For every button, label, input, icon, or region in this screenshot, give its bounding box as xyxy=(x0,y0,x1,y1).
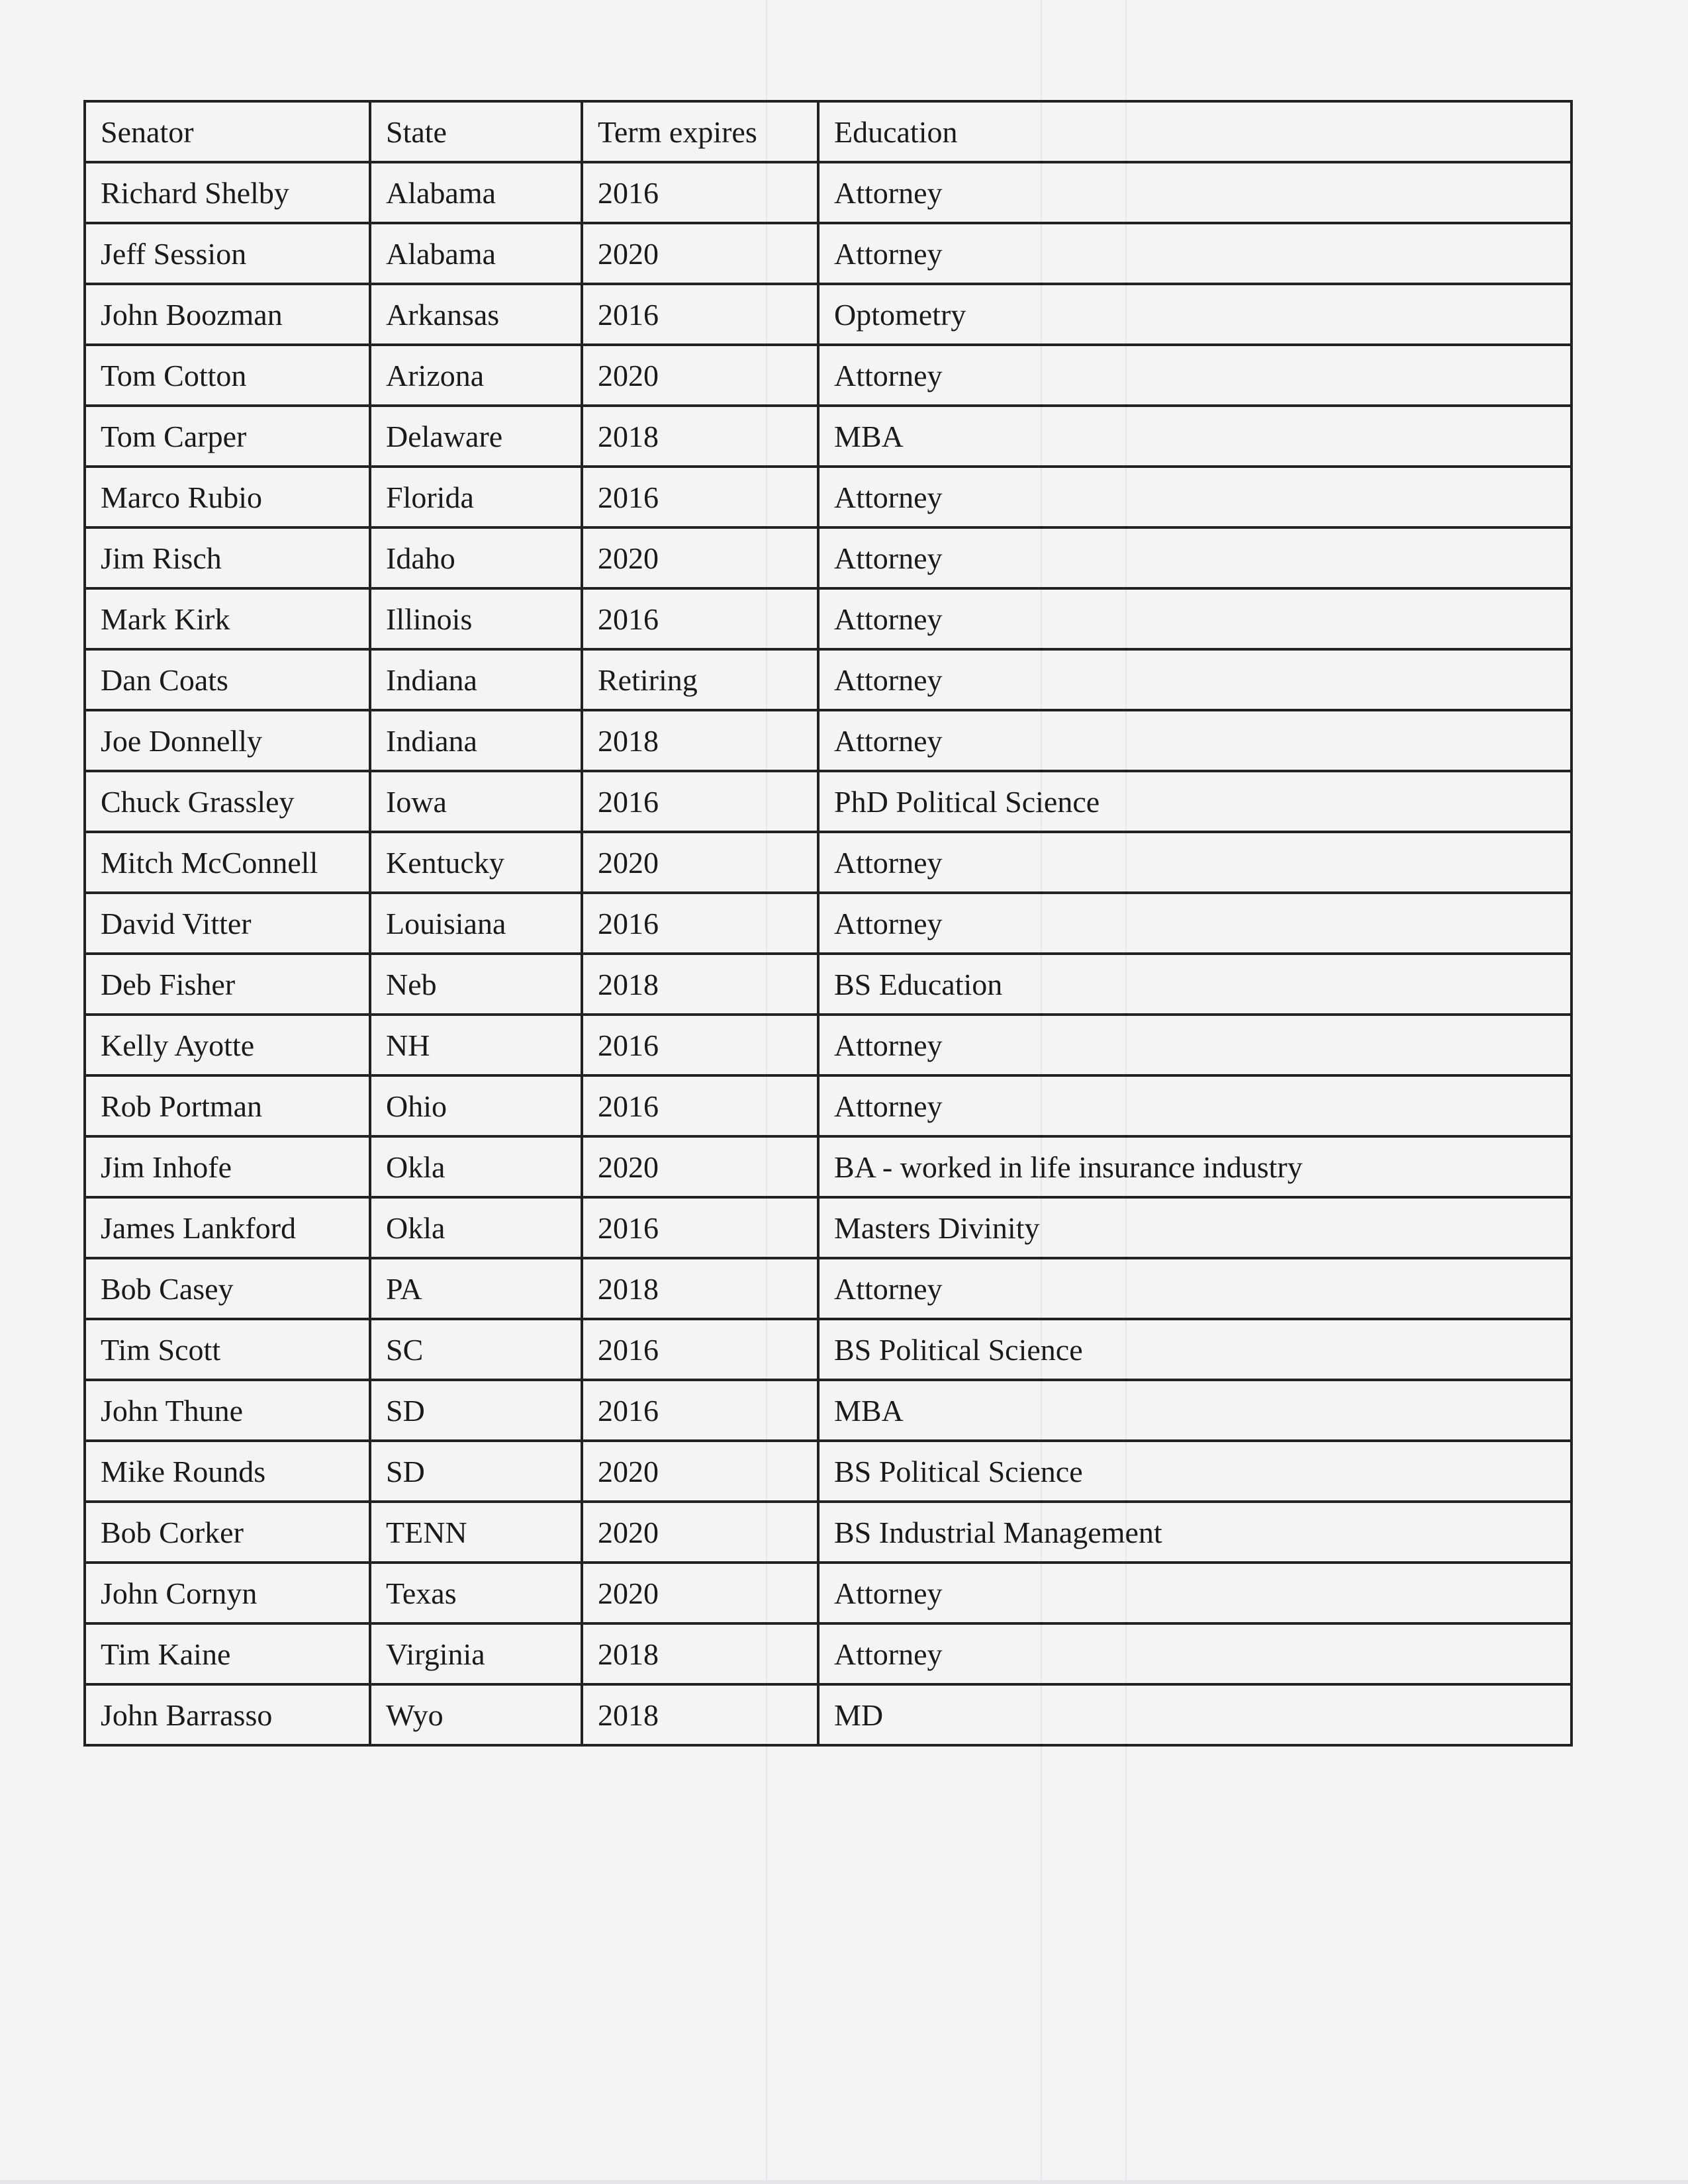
senator-cell: Deb Fisher xyxy=(85,954,370,1015)
term-expires-cell: 2016 xyxy=(582,588,818,649)
state-cell: Indiana xyxy=(370,710,582,771)
table-row xyxy=(85,1258,1571,1319)
table-row xyxy=(85,1136,1571,1197)
education-cell: Attorney xyxy=(818,1563,1571,1623)
education-cell: BS Political Science xyxy=(818,1441,1571,1502)
education-cell: Attorney xyxy=(818,710,1571,771)
term-expires-cell: 2020 xyxy=(582,1441,818,1502)
senator-cell: Tom Carper xyxy=(85,406,370,467)
term-expires-cell: 2016 xyxy=(582,284,818,345)
table-row xyxy=(85,1684,1571,1745)
state-cell: SD xyxy=(370,1380,582,1441)
senator-cell: Bob Casey xyxy=(85,1258,370,1319)
table-row xyxy=(85,1502,1571,1563)
senator-cell: Mark Kirk xyxy=(85,588,370,649)
term-expires-cell: 2016 xyxy=(582,467,818,527)
state-cell: PA xyxy=(370,1258,582,1319)
header-senator: Senator xyxy=(85,101,370,162)
education-cell: Attorney xyxy=(818,649,1571,710)
table-row xyxy=(85,1441,1571,1502)
state-cell: Texas xyxy=(370,1563,582,1623)
state-cell: Illinois xyxy=(370,588,582,649)
table-row xyxy=(85,1319,1571,1380)
education-cell: BS Education xyxy=(818,954,1571,1015)
state-cell: TENN xyxy=(370,1502,582,1563)
term-expires-cell: 2016 xyxy=(582,1015,818,1075)
table-row xyxy=(85,527,1571,588)
education-cell: Attorney xyxy=(818,223,1571,284)
senator-cell: Tom Cotton xyxy=(85,345,370,406)
table-row xyxy=(85,284,1571,345)
table-header xyxy=(85,101,1571,162)
term-expires-cell: 2020 xyxy=(582,527,818,588)
table-row xyxy=(85,223,1571,284)
state-cell: Delaware xyxy=(370,406,582,467)
state-cell: Okla xyxy=(370,1136,582,1197)
senator-cell: Dan Coats xyxy=(85,649,370,710)
table-row xyxy=(85,1197,1571,1258)
senator-cell: Joe Donnelly xyxy=(85,710,370,771)
header-education: Education xyxy=(818,101,1571,162)
senator-cell: Tim Kaine xyxy=(85,1623,370,1684)
table-row xyxy=(85,1075,1571,1136)
term-expires-cell: 2020 xyxy=(582,1563,818,1623)
table-row xyxy=(85,1015,1571,1075)
term-expires-cell: 2018 xyxy=(582,406,818,467)
senator-cell: Rob Portman xyxy=(85,1075,370,1136)
senator-cell: Richard Shelby xyxy=(85,162,370,223)
state-cell: Arkansas xyxy=(370,284,582,345)
state-cell: SC xyxy=(370,1319,582,1380)
senator-cell: John Barrasso xyxy=(85,1684,370,1745)
education-cell: BS Industrial Management xyxy=(818,1502,1571,1563)
senator-cell: John Thune xyxy=(85,1380,370,1441)
education-cell: MBA xyxy=(818,1380,1571,1441)
term-expires-cell: 2018 xyxy=(582,1623,818,1684)
education-cell: MBA xyxy=(818,406,1571,467)
senator-cell: Tim Scott xyxy=(85,1319,370,1380)
table-row xyxy=(85,162,1571,223)
education-cell: Attorney xyxy=(818,162,1571,223)
table-row xyxy=(85,1623,1571,1684)
education-cell: Attorney xyxy=(818,1258,1571,1319)
education-cell: Attorney xyxy=(818,832,1571,893)
education-cell: Attorney xyxy=(818,467,1571,527)
senator-cell: Kelly Ayotte xyxy=(85,1015,370,1075)
table-body xyxy=(85,162,1571,1745)
senator-cell: Jim Risch xyxy=(85,527,370,588)
page-bottom-edge xyxy=(0,2180,1688,2184)
education-cell: Attorney xyxy=(818,1015,1571,1075)
senator-cell: Mike Rounds xyxy=(85,1441,370,1502)
term-expires-cell: 2020 xyxy=(582,345,818,406)
term-expires-cell: 2016 xyxy=(582,162,818,223)
state-cell: Alabama xyxy=(370,223,582,284)
state-cell: Arizona xyxy=(370,345,582,406)
senator-cell: Bob Corker xyxy=(85,1502,370,1563)
state-cell: SD xyxy=(370,1441,582,1502)
state-cell: Kentucky xyxy=(370,832,582,893)
term-expires-cell: 2018 xyxy=(582,1684,818,1745)
senator-cell: James Lankford xyxy=(85,1197,370,1258)
term-expires-cell: Retiring xyxy=(582,649,818,710)
header-row xyxy=(85,101,1571,162)
education-cell: Attorney xyxy=(818,527,1571,588)
table-row xyxy=(85,406,1571,467)
senator-cell: David Vitter xyxy=(85,893,370,954)
table-row xyxy=(85,771,1571,832)
term-expires-cell: 2018 xyxy=(582,1258,818,1319)
table-row xyxy=(85,649,1571,710)
table-row xyxy=(85,954,1571,1015)
senator-cell: Jim Inhofe xyxy=(85,1136,370,1197)
education-cell: Attorney xyxy=(818,345,1571,406)
state-cell: Wyo xyxy=(370,1684,582,1745)
education-cell: BS Political Science xyxy=(818,1319,1571,1380)
state-cell: Indiana xyxy=(370,649,582,710)
header-term-expires: Term expires xyxy=(582,101,818,162)
term-expires-cell: 2016 xyxy=(582,1197,818,1258)
term-expires-cell: 2016 xyxy=(582,1380,818,1441)
term-expires-cell: 2020 xyxy=(582,1502,818,1563)
education-cell: Attorney xyxy=(818,1623,1571,1684)
education-cell: Attorney xyxy=(818,893,1571,954)
term-expires-cell: 2020 xyxy=(582,832,818,893)
state-cell: Neb xyxy=(370,954,582,1015)
state-cell: Louisiana xyxy=(370,893,582,954)
senator-cell: John Cornyn xyxy=(85,1563,370,1623)
term-expires-cell: 2020 xyxy=(582,223,818,284)
table-row xyxy=(85,588,1571,649)
table-row xyxy=(85,467,1571,527)
term-expires-cell: 2016 xyxy=(582,1075,818,1136)
term-expires-cell: 2016 xyxy=(582,1319,818,1380)
state-cell: NH xyxy=(370,1015,582,1075)
education-cell: Masters Divinity xyxy=(818,1197,1571,1258)
state-cell: Iowa xyxy=(370,771,582,832)
senator-cell: Chuck Grassley xyxy=(85,771,370,832)
table-row xyxy=(85,710,1571,771)
education-cell: BA - worked in life insurance industry xyxy=(818,1136,1571,1197)
term-expires-cell: 2018 xyxy=(582,954,818,1015)
senators-table xyxy=(83,100,1573,1747)
term-expires-cell: 2016 xyxy=(582,893,818,954)
state-cell: Florida xyxy=(370,467,582,527)
senator-cell: Jeff Session xyxy=(85,223,370,284)
state-cell: Alabama xyxy=(370,162,582,223)
term-expires-cell: 2016 xyxy=(582,771,818,832)
education-cell: Attorney xyxy=(818,588,1571,649)
state-cell: Virginia xyxy=(370,1623,582,1684)
table-row xyxy=(85,1380,1571,1441)
state-cell: Okla xyxy=(370,1197,582,1258)
senator-cell: Marco Rubio xyxy=(85,467,370,527)
senator-cell: Mitch McConnell xyxy=(85,832,370,893)
education-cell: PhD Political Science xyxy=(818,771,1571,832)
term-expires-cell: 2020 xyxy=(582,1136,818,1197)
senator-cell: John Boozman xyxy=(85,284,370,345)
state-cell: Idaho xyxy=(370,527,582,588)
table-row xyxy=(85,345,1571,406)
education-cell: Optometry xyxy=(818,284,1571,345)
education-cell: MD xyxy=(818,1684,1571,1745)
education-cell: Attorney xyxy=(818,1075,1571,1136)
table-row xyxy=(85,832,1571,893)
table-row xyxy=(85,1563,1571,1623)
state-cell: Ohio xyxy=(370,1075,582,1136)
table-row xyxy=(85,893,1571,954)
header-state: State xyxy=(370,101,582,162)
term-expires-cell: 2018 xyxy=(582,710,818,771)
